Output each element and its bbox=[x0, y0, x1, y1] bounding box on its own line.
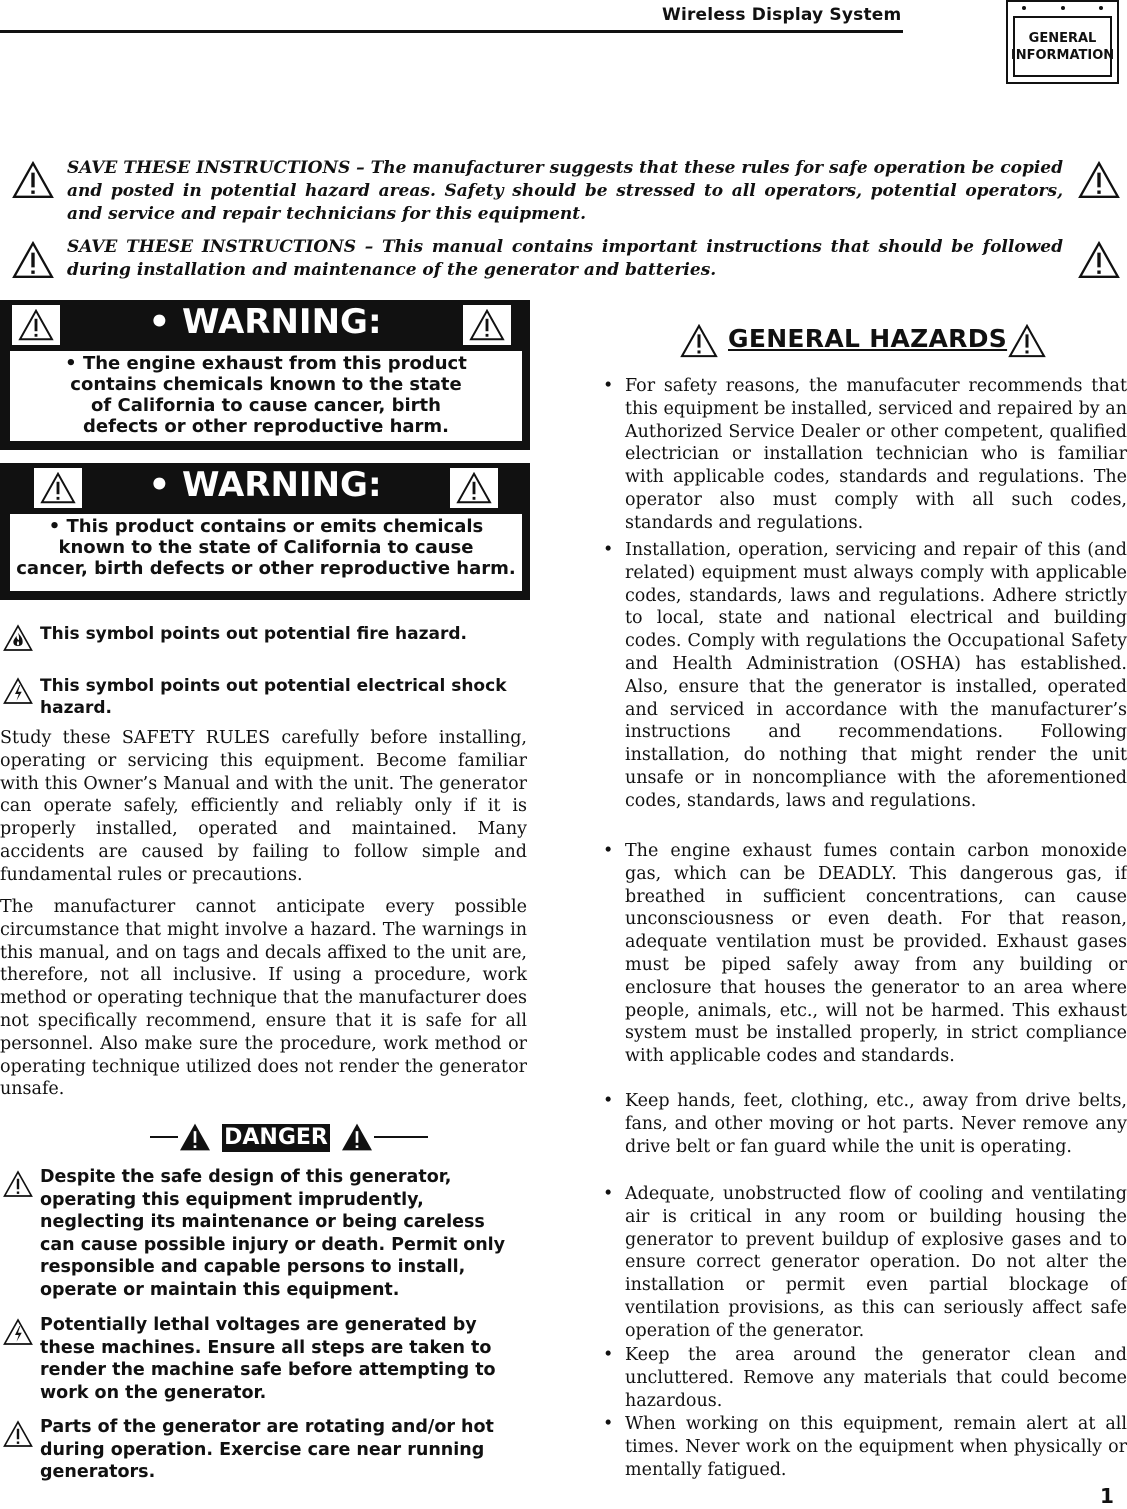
tab-dot bbox=[1022, 6, 1026, 10]
hazard-item-text: Keep the area around the generator clean and uncluttered. Remove any materials that could become hazardous. bbox=[625, 1345, 1127, 1411]
body-paragraph-anticipate: The manufacturer cannot anticipate every possible circumstance that might involve a hazard. The warnings in this manual, and on tags and decals affixed to the unit are, therefore, not all inclusive. If using a procedure, work method or operating technique that the manufacturer does not specifically recommend, ensure that it is safe for all personnel. Also make sure the procedure, work method or operating technique utilized does not render the generator unsafe. bbox=[0, 897, 527, 1100]
danger-label: DANGER bbox=[222, 1124, 330, 1152]
fire-symbol-legend bbox=[0, 623, 530, 649]
save-instructions-block-1 bbox=[0, 155, 1127, 227]
danger-item-lethal-voltages bbox=[0, 1314, 530, 1406]
shock-symbol-legend bbox=[0, 675, 530, 721]
danger-rule-left bbox=[150, 1136, 178, 1138]
warning-line: known to the state of California to cause bbox=[58, 537, 474, 558]
warning-triangle-icon bbox=[456, 472, 492, 504]
page-number: 1 bbox=[1100, 1484, 1114, 1508]
section-tab-line2: INFORMATION bbox=[1010, 47, 1115, 63]
warning-line: contains chemicals known to the state bbox=[70, 374, 462, 395]
tab-dot bbox=[1061, 6, 1065, 10]
warning-title: • WARNING: bbox=[148, 465, 382, 505]
electric-shock-icon bbox=[3, 1318, 33, 1346]
general-hazards-title: GENERAL HAZARDS bbox=[728, 324, 1008, 353]
prop65-warning-box-chemicals bbox=[0, 463, 530, 600]
general-hazards-heading bbox=[680, 322, 1050, 362]
warning-line: defects or other reproductive harm. bbox=[82, 416, 450, 437]
warning-triangle-icon bbox=[1078, 161, 1120, 199]
danger-triangle-icon bbox=[178, 1122, 212, 1152]
warning-icon-frame bbox=[450, 468, 498, 508]
fire-hazard-icon bbox=[3, 624, 33, 652]
warning-triangle-icon bbox=[3, 1170, 33, 1198]
body-paragraph-safety-rules: Study these SAFETY RULES carefully before installing, operating or servicing this equipment. Become familiar with this Owner’s Manual and with the unit. The generator can operate safely, efficiently and reliably only if it is properly installed, operated and maintained. Many accidents are caused by failing to follow simple and fundamental rules or precautions. bbox=[0, 728, 527, 885]
shock-symbol-text: This symbol points out potential electrical shock hazard. bbox=[40, 676, 507, 718]
electric-shock-icon bbox=[3, 677, 33, 705]
save-instructions-block-2 bbox=[0, 236, 1127, 286]
danger-item-rotating-parts bbox=[0, 1416, 530, 1486]
prop65-warning-box-exhaust bbox=[0, 300, 530, 450]
danger-item-text: Potentially lethal voltages are generated by these machines. Ensure all steps are taken to render the machine safe before attempting to work on the generator. bbox=[40, 1315, 496, 1403]
warning-triangle-icon bbox=[12, 241, 54, 279]
danger-item-text: Despite the safe design of this generator, operating this equipment imprudently, neglecting its maintenance or being careless can cause possible injury or death. Permit only responsible and capable persons to install, operate or maintain this equipment. bbox=[40, 1167, 506, 1300]
warning-message bbox=[10, 514, 522, 591]
header-rule bbox=[0, 30, 903, 33]
warning-message bbox=[10, 351, 522, 441]
danger-banner bbox=[150, 1122, 430, 1154]
warning-icon-frame bbox=[463, 305, 511, 345]
running-header-title: Wireless Display System bbox=[662, 5, 902, 25]
tab-dot bbox=[1099, 6, 1103, 10]
warning-triangle-icon bbox=[1008, 324, 1046, 358]
hazard-item-text: Adequate, unobstructed flow of cooling and ventilating air is critical in any room or building housing the generator to prevent buildup of explosive gases and to ensure correct generator operation. Do not alter the installation or permit even partial blockage of ventilation provisions, as this can seriously affect safe operation of the generator. bbox=[625, 1184, 1127, 1341]
warning-line: • This product contains or emits chemicals bbox=[48, 516, 484, 537]
warning-title: • WARNING: bbox=[148, 302, 382, 342]
danger-item-text: Parts of the generator are rotating and/or hot during operation. Exercise care near running generators. bbox=[40, 1417, 494, 1482]
warning-line: • The engine exhaust from this product bbox=[65, 353, 467, 374]
save-instructions-text: SAVE THESE INSTRUCTIONS – This manual contains important instructions that should be followed during installation and maintenance of the generator and batteries. bbox=[67, 237, 1063, 280]
danger-rule-right bbox=[374, 1136, 428, 1138]
warning-triangle-icon bbox=[680, 324, 718, 358]
hazard-item-text: The engine exhaust fumes contain carbon monoxide gas, which can be DEADLY. This dangerous gas, if breathed in sufficient concentrations, can cause unconsciousness or even death. For that reason, adequate ventilation must be provided. Exhaust gases must be piped safely away from any building or enclosure that houses the generator to an area where people, animals, etc., will not be harmed. This exhaust system must be installed properly, in strict compliance with applicable codes and standards. bbox=[625, 841, 1127, 1067]
warning-line: of California to cause cancer, birth bbox=[91, 395, 441, 416]
hazard-item-text: For safety reasons, the manufacuter recommends that this equipment be installed, serviced and repaired by an Authorized Service Dealer or other competent, qualified electrician or installation technician who is familiar with applicable codes, standards and regulations. The operator also must comply with all such codes, standards and regulations. bbox=[625, 376, 1127, 533]
hazard-item-text: Installation, operation, servicing and repair of this (and related) equipment must always comply with applicable codes, standards, laws and regulations. Adhere strictly to local, state and national electrical and building codes. Comply with regulations the Occupational Safety and Health Administration (OSHA) has established. Also, ensure that the generator is installed, operated and serviced in accordance with the manufacturer’s instructions and recommendations. Following installation, do nothing that might render the unit unsafe or in noncompliance with the aforementioned codes, standards, laws and regulations. bbox=[625, 540, 1127, 811]
hazard-item-text: When working on this equipment, remain alert at all times. Never work on the equipment when physically or mentally fatigued. bbox=[625, 1414, 1127, 1480]
hazard-item-text: Keep hands, feet, clothing, etc., away from drive belts, fans, and other moving or hot parts. Never remove any drive belt or fan guard while the unit is operating. bbox=[625, 1091, 1127, 1157]
warning-triangle-icon bbox=[469, 309, 505, 341]
save-instructions-text: SAVE THESE INSTRUCTIONS – The manufacturer suggests that these rules for safe operation be copied and posted in potential hazard areas. Safety should be stressed to all operators, potential operators, and service and repair technicians for this equipment. bbox=[67, 158, 1063, 224]
warning-triangle-icon bbox=[1078, 241, 1120, 279]
fire-symbol-text: This symbol points out potential fire hazard. bbox=[40, 624, 468, 644]
section-tab-line1: GENERAL bbox=[1028, 30, 1097, 46]
warning-triangle-icon bbox=[3, 1420, 33, 1448]
danger-triangle-icon bbox=[340, 1122, 374, 1152]
danger-item-imprudent-operation bbox=[0, 1166, 530, 1306]
section-tab bbox=[1006, 0, 1119, 84]
warning-triangle-icon bbox=[12, 161, 54, 199]
warning-line: cancer, birth defects or other reproductive harm. bbox=[16, 558, 516, 579]
